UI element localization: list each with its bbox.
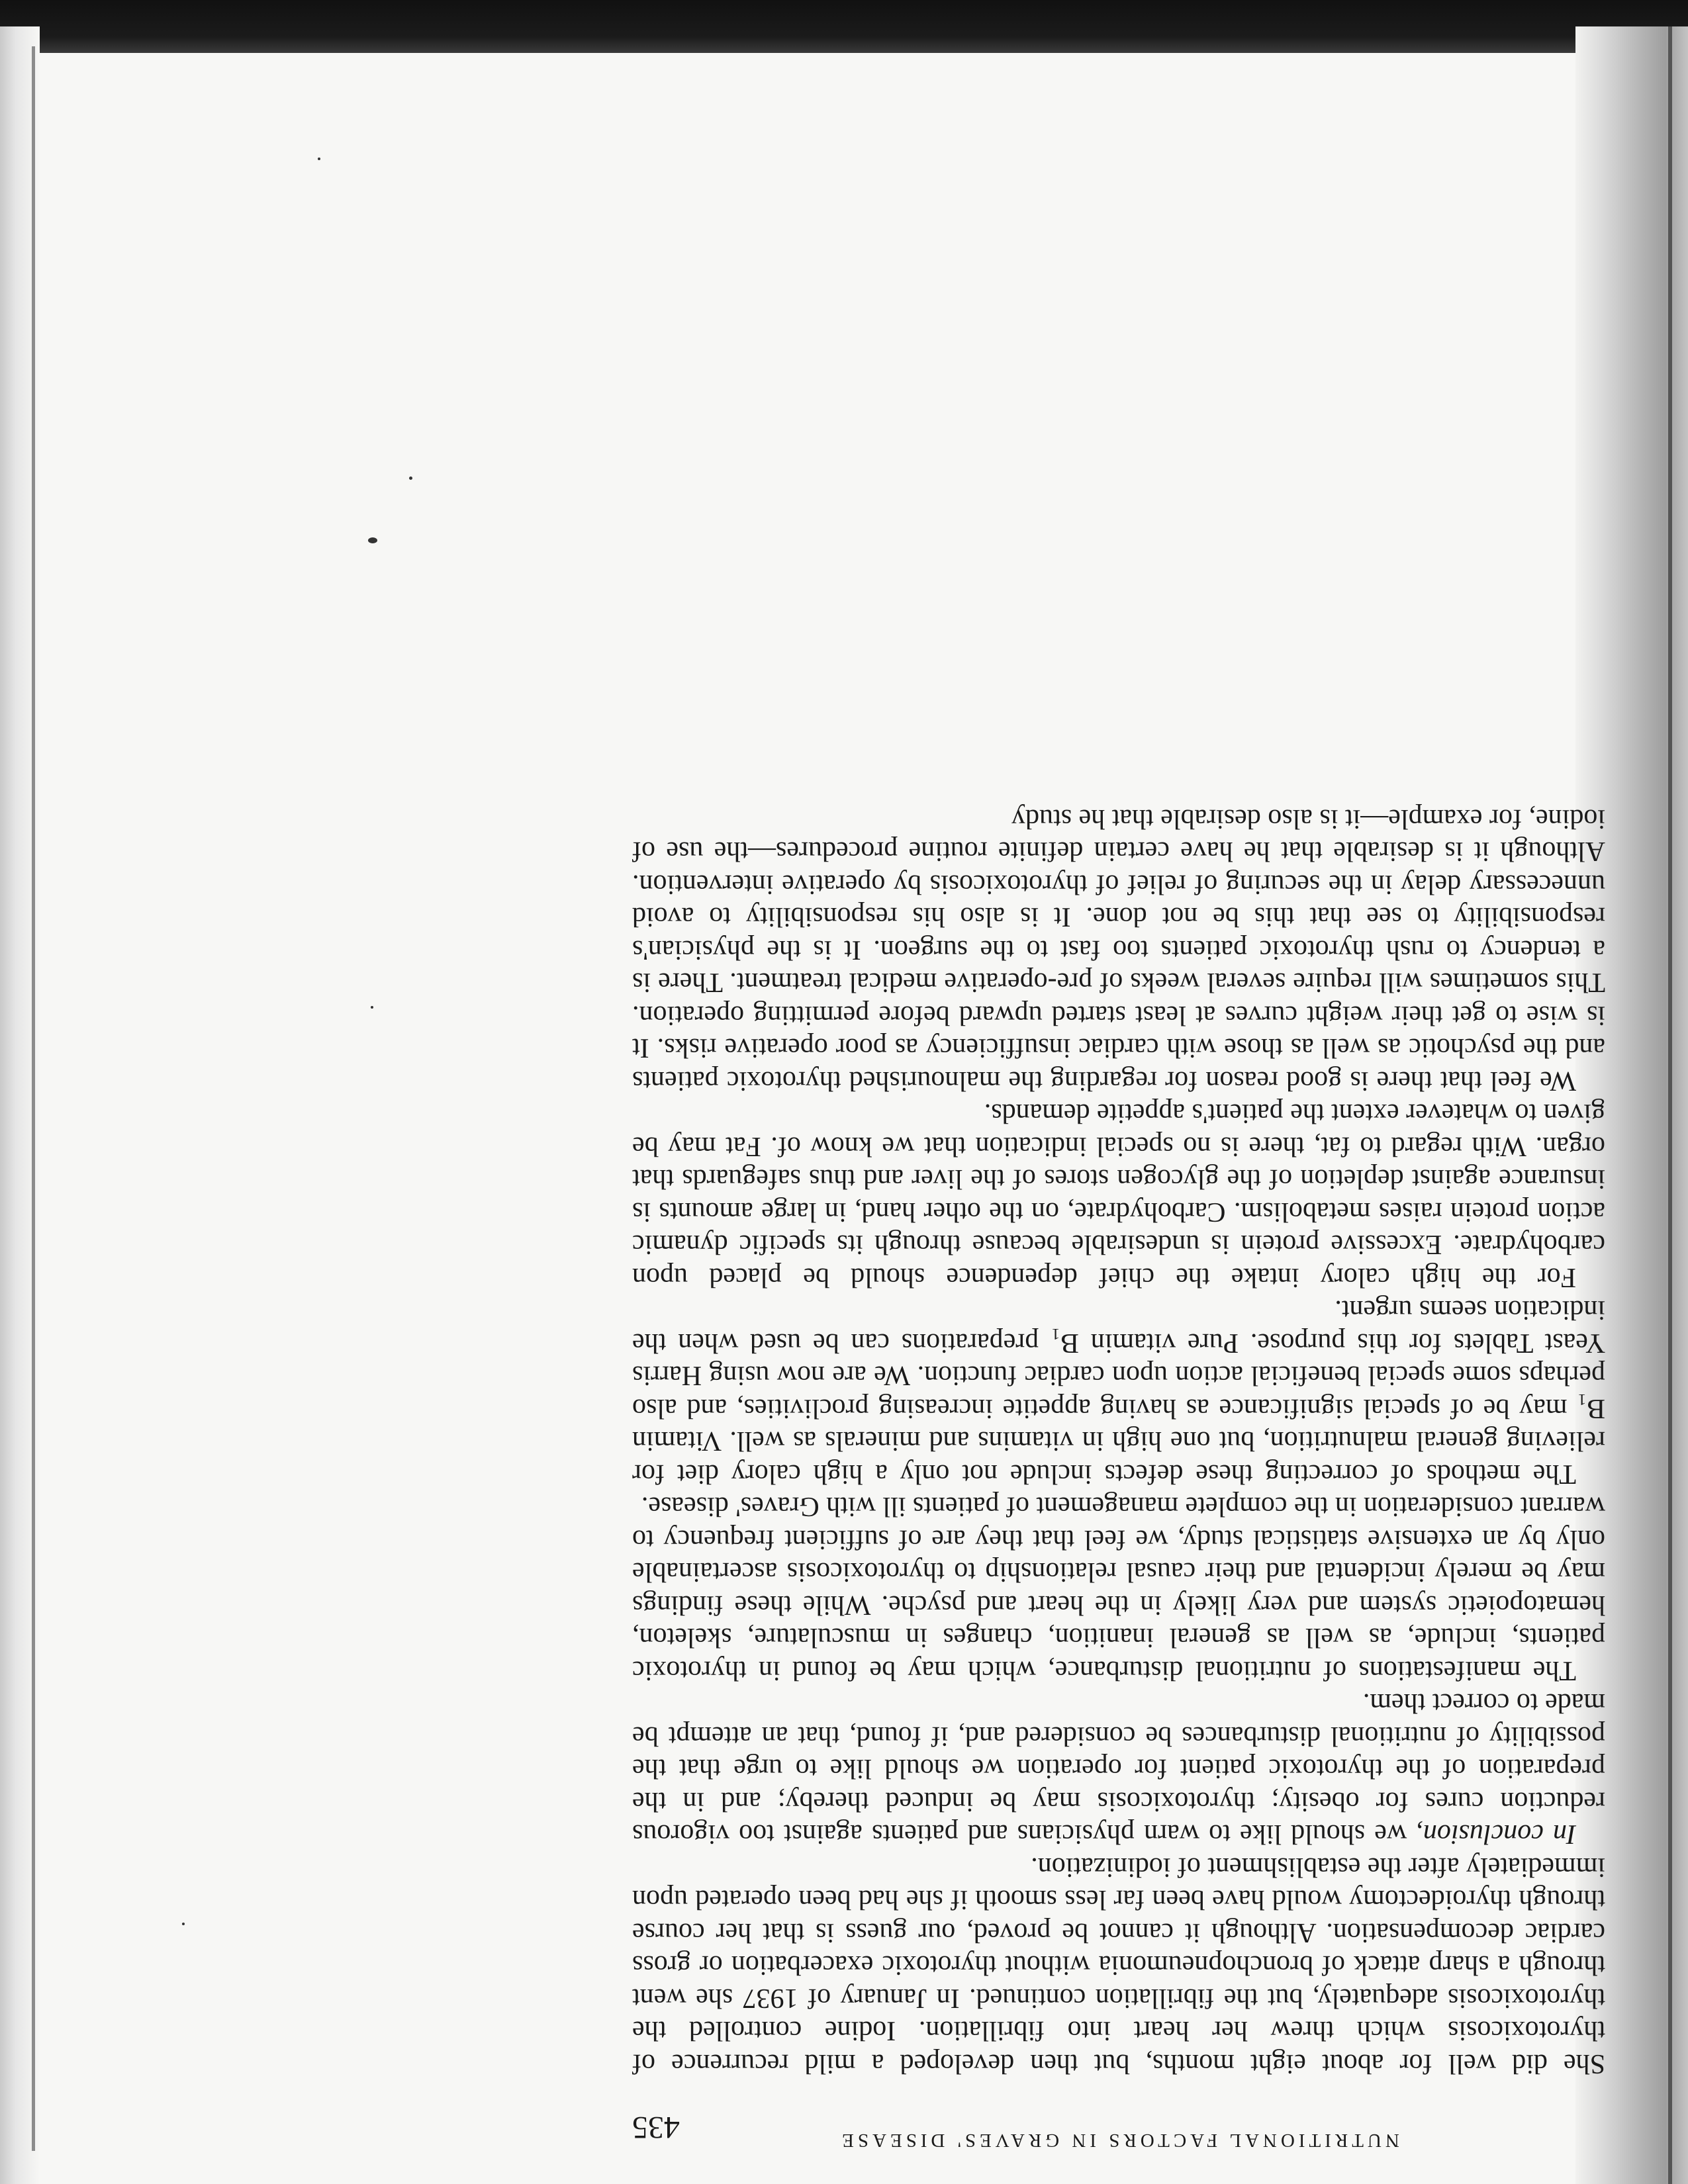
paragraph-lead-italic: In conclusion, xyxy=(1416,1819,1576,1850)
book-page-upside-down xyxy=(632,516,1605,2151)
dust-speck xyxy=(371,1006,373,1009)
paragraph: The methods of correcting these defects include not only a high calory diet for relieving general malnutrition, but one high in vitamins and minerals as well. Vitamin B₁ may be of special significance as having appetite increasing proclivities, and also perhaps some special beneficial action upon cardiac function. We are now using Harris Yeast Tablets for this purpose. Pure vitamin B₁ preparations can be used when the indication seems urgent. xyxy=(632,1295,1605,1489)
running-head: NUTRITIONAL FACTORS IN GRAVES' DISEASE xyxy=(838,2130,1399,2151)
dust-speck xyxy=(409,477,412,480)
paragraph: For the high calory intake the chief dependence should be placed upon carbohydrate. Excessive protein is undesirable because through its specific dynamic action protein raises metabolism. Carbohydrate, on the other hand, in large amounts is insurance against depletion of the glycogen stores of the liver and thus safeguards that organ. With regard to fat, there is no special indication that we know of. Fat may be given to whatever extent the patient's appetite demands. xyxy=(632,1098,1605,1293)
page-body xyxy=(632,802,1605,2080)
paragraph: The manifestations of nutritional disturbance, which may be found in thyrotoxic patients, include, as well as general inanition, changes in musculature, skeleton, hematopoietic system and very likely in the heart and psyche. While these findings may be merely incidental and their causal relationship to thyrotoxicosis ascertainable only by an extensive statistical study, we feel that they are of sufficient frequency to warrant consideration in the complete management of patients ill with Graves' disease. xyxy=(632,1491,1605,1686)
left-edge-shadow-line xyxy=(32,46,35,2151)
paragraph: She did well for about eight months, but then developed a mild recurrence of thyrotoxicosis which threw her heart into fibrillation. Iodine controlled the thyrotoxicosis adequately, but the fibrillation continued. In January of 1937 she went through a sharp attack of bronchopneumonia without thyrotoxic exacerbation or gross cardiac decompensation. Although it cannot be proved, our guess is that her course through thyroidectomy would have been far less smooth if she had been operated upon immediately after the establishment of iodinization. xyxy=(632,1852,1605,2079)
page-header xyxy=(632,2091,1605,2151)
dust-speck xyxy=(318,158,320,160)
gutter-dark-line xyxy=(1668,26,1672,2184)
dust-speck xyxy=(368,537,377,543)
paragraph: In conclusion, we should like to warn physicians and patients against too vigorous reduction cures for obesity; thyrotoxicosis may be induced thereby; and in the preparation of the thyrotoxic patient for operation we should like to urge that the possibility of nutritional disturbances be considered and, if found, that an attempt be made to correct them. xyxy=(632,1688,1605,1850)
page-number: 435 xyxy=(632,2110,680,2145)
scanner-top-edge xyxy=(0,0,1688,53)
dust-speck xyxy=(182,1923,185,1925)
paragraph: We feel that there is good reason for regarding the malnourished thyrotoxic patients and the psychotic as well as those with cardiac insufficiency as poor operative risks. It is wise to get their weight curves at least started upward before permitting operation. This sometimes will require several weeks of pre-operative medical treatment. There is a tendency to rush thyrotoxic patients too fast to the surgeon. It is the physician's responsibility to see that this be not done. It is also his responsibility to avoid unnecessary delay in the securing of relief of thyrotoxicosis by operative intervention. Although it is desirable that he have certain definite routine procedures—the use of iodine, for example—it is also desirable that he study xyxy=(632,803,1605,1096)
